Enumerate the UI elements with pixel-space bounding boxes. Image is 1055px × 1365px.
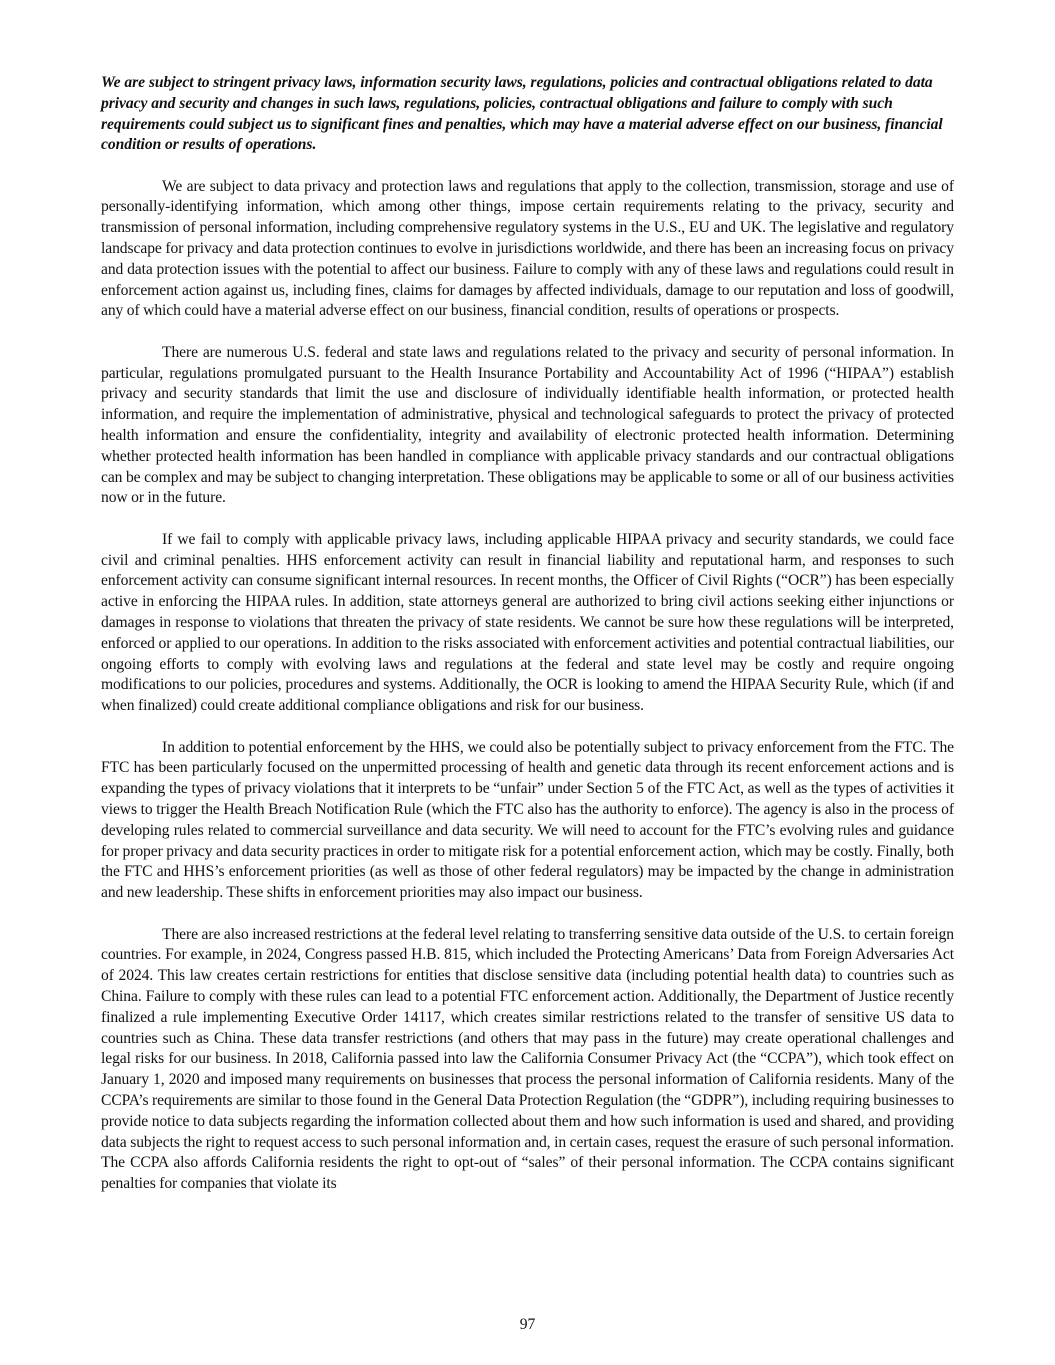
paragraph-ftc-enforcement: In addition to potential enforcement by the HHS, we could also be potentially subject to privacy enforcement from the FTC. The FTC has been particularly focused on the unpermitted processing of health and genetic data through its recent enforcement actions and is expanding the types of privacy violations that it interprets to be “unfair” under Section 5 of the FTC Act, as well as the types of activities it views to trigger the Health Breach Notification Rule (which the FTC also has the authority to enforce). The agency is also in the process of developing rules related to commercial surveillance and data security. We will need to account for the FTC’s evolving rules and guidance for proper privacy and data security practices in order to mitigate risk for a potential enforcement action, which may be costly. Finally, both the FTC and HHS’s enforcement priorities (as well as those of other federal regulators) may be impacted by the change in administration and new leadership. These shifts in enforcement priorities may also impact our business. <box>101 738 954 902</box>
page-number: 97 <box>519 1316 536 1333</box>
paragraph-enforcement-penalties: If we fail to comply with applicable privacy laws, including applicable HIPAA privacy and security standards, we could face civil and criminal penalties. HHS enforcement activity can result in financial liability and reputational harm, and responses to such enforcement activity can consume significant internal resources. In recent months, the Officer of Civil Rights (“OCR”) has been especially active in enforcing the HIPAA rules. In addition, state attorneys general are authorized to bring civil actions seeking either injunctions or damages in response to violations that threaten the privacy of state residents. We cannot be sure how these regulations will be interpreted, enforced or applied to our operations. In addition to the risks associated with enforcement activities and potential contractual liabilities, our ongoing efforts to comply with evolving laws and regulations at the federal and state level may be costly and require ongoing modifications to our policies, procedures and systems. Additionally, the OCR is looking to amend the HIPAA Security Rule, which (if and when finalized) could create additional compliance obligations and risk for our business. <box>101 530 954 715</box>
paragraph-data-transfer-ccpa: There are also increased restrictions at the federal level relating to transferring sensitive data outside of the U.S. to certain foreign countries. For example, in 2024, Congress passed H.B. 815, which included the Protecting Americans’ Data from Foreign Adversaries Act of 2024. This law creates certain restrictions for entities that disclose sensitive data (including potential health data) to countries such as China. Failure to comply with these rules can lead to a potential FTC enforcement action. Additionally, the Department of Justice recently finalized a rule implementing Executive Order 14117, which creates similar restrictions related to the transfer of sensitive US data to countries such as China. These data transfer restrictions (and others that may pass in the future) may create operational challenges and legal risks for our business. In 2018, California passed into law the California Consumer Privacy Act (the “CCPA”), which took effect on January 1, 2020 and imposed many requirements on businesses that process the personal information of California residents. Many of the CCPA’s requirements are similar to those found in the General Data Protection Regulation (the “GDPR”), including requiring businesses to provide notice to data subjects regarding the information collected about them and how such information is used and shared, and providing data subjects the right to request access to such personal information and, in certain cases, request the erasure of such personal information. The CCPA also affords California residents the right to opt-out of “sales” of their personal information. The CCPA contains significant penalties for companies that violate its <box>101 925 954 1193</box>
paragraph-hipaa: There are numerous U.S. federal and state laws and regulations related to the privacy and security of personal information. In particular, regulations promulgated pursuant to the Health Insurance Portability and Accountability Act of 1996 (“HIPAA”) establish privacy and security standards that limit the use and disclosure of individually identifiable health information, or protected health information, and require the implementation of administrative, physical and technological safeguards to protect the privacy of protected health information and ensure the confidentiality, integrity and availability of electronic protected health information. Determining whether protected health information has been handled in compliance with applicable privacy standards and our contractual obligations can be complex and may be subject to changing interpretation. These obligations may be applicable to some or all of our business activities now or in the future. <box>101 343 954 507</box>
risk-factor-heading: We are subject to stringent privacy laws, information security laws, regulations, policies and contractual obligations related to data privacy and security and changes in such laws, regulations, policies, contractual obligations and failure to comply with such requirements could subject us to significant fines and penalties, which may have a material adverse effect on our business, financial condition or results of operations. <box>101 74 943 154</box>
paragraph-data-privacy-laws: We are subject to data privacy and protection laws and regulations that apply to the collection, transmission, storage and use of personally-identifying information, which among other things, impose certain requirements relating to the privacy, security and transmission of personal information, including comprehensive regulatory systems in the U.S., EU and UK. The legislative and regulatory landscape for privacy and data protection continues to evolve in jurisdictions worldwide, and there has been an increasing focus on privacy and data protection issues with the potential to affect our business. Failure to comply with any of these laws and regulations could result in enforcement action against us, including fines, claims for damages by affected individuals, damage to our reputation and loss of goodwill, any of which could have a material adverse effect on our business, financial condition, results of operations or prospects. <box>101 177 954 320</box>
document-page <box>101 73 954 1216</box>
